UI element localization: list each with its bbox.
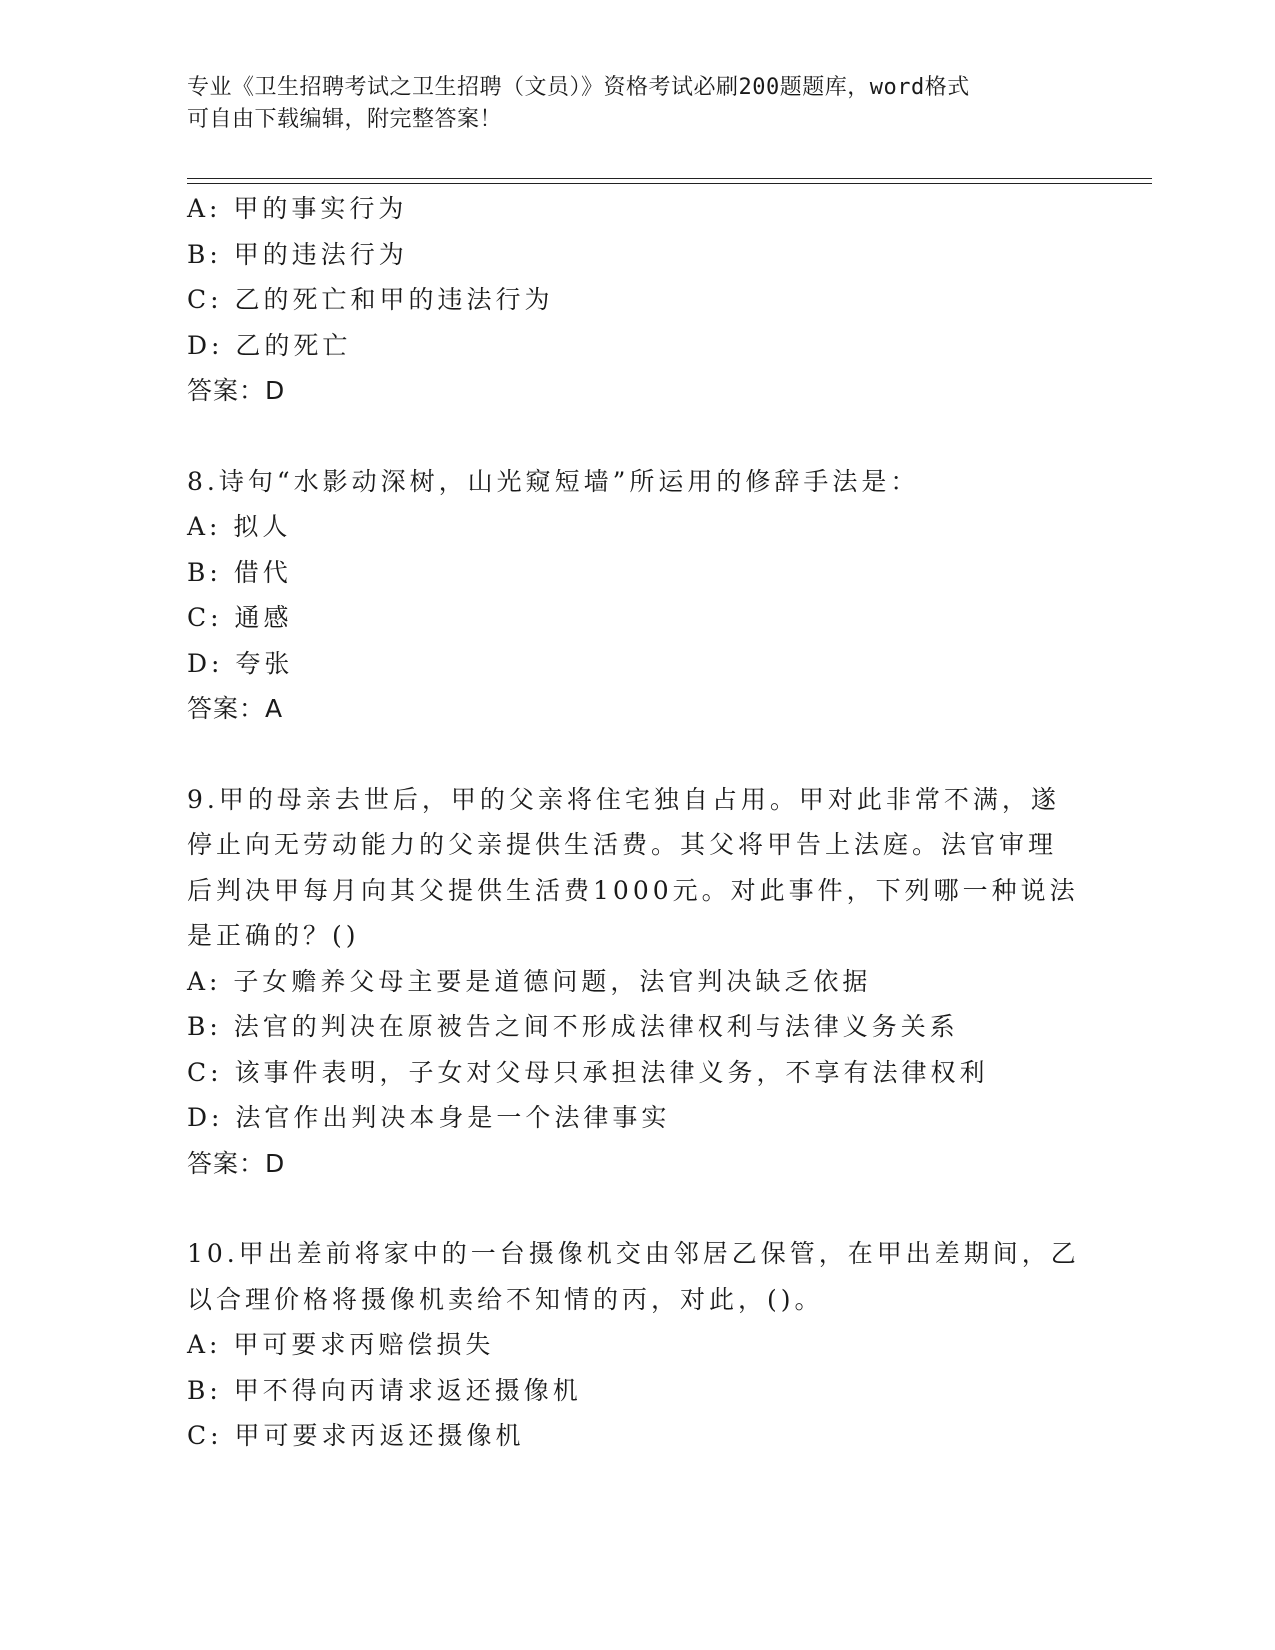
header-divider-top <box>187 178 1152 179</box>
q9-option-b: B: 法官的判决在原被告之间不形成法律权利与法律义务关系 <box>187 1012 959 1041</box>
q8-question: 8.诗句“水影动深树，山光窥短墙”所运用的修辞手法是： <box>187 466 920 496</box>
q7-option-b: B: 甲的违法行为 <box>187 239 408 269</box>
q8-option-b: B: 借代 <box>187 557 292 587</box>
spacer <box>187 732 1087 777</box>
question-content <box>187 186 1087 1459</box>
q10-question-line-1: 10.甲出差前将家中的一台摄像机交由邻居乙保管，在甲出差期间，乙 <box>187 1239 1080 1268</box>
spacer <box>187 1186 1087 1231</box>
header-line-1: 专业《卫生招聘考试之卫生招聘（文员）》资格考试必刷200题题库，word格式 <box>187 75 970 100</box>
q7-answer: 答案：D <box>187 376 286 405</box>
question-9 <box>187 777 1087 1187</box>
q10-option-c: C: 甲可要求丙返还摄像机 <box>187 1421 525 1450</box>
question-10 <box>187 1231 1087 1459</box>
q7-option-d: D: 乙的死亡 <box>187 330 352 360</box>
document-header <box>187 72 1087 136</box>
q7-option-c: C: 乙的死亡和甲的违法行为 <box>187 285 554 314</box>
q10-option-a: A: 甲可要求丙赔偿损失 <box>187 1330 495 1359</box>
q8-answer: 答案：A <box>187 694 284 723</box>
q10-option-b: B: 甲不得向丙请求返还摄像机 <box>187 1375 582 1405</box>
q8-option-a: A: 拟人 <box>187 512 292 541</box>
q9-option-c: C: 该事件表明，子女对父母只承担法律义务，不享有法律权利 <box>187 1057 989 1087</box>
q9-option-a: A: 子女赡养父母主要是道德问题，法官判决缺乏依据 <box>187 966 872 996</box>
q9-question-line-1: 9.甲的母亲去世后，甲的父亲将住宅独自占用。甲对此非常不满，遂 <box>187 784 1060 814</box>
spacer <box>187 414 1087 459</box>
q8-option-c: C: 通感 <box>187 603 293 632</box>
q10-question-line-2: 以合理价格将摄像机卖给不知情的丙，对此，()。 <box>187 1284 824 1314</box>
q9-question-line-2: 停止向无劳动能力的父亲提供生活费。其父将甲告上法庭。法官审理 <box>187 830 1058 859</box>
q7-option-a: A: 甲的事实行为 <box>187 194 408 223</box>
q9-question-line-4: 是正确的？() <box>187 921 360 950</box>
header-line-2: 可自由下载编辑，附完整答案！ <box>187 107 503 132</box>
question-7 <box>187 186 1087 414</box>
q9-question-line-3: 后判决甲每月向其父提供生活费1000元。对此事件，下列哪一种说法 <box>187 875 1079 905</box>
header-divider-bottom <box>187 183 1152 184</box>
q9-answer: 答案：D <box>187 1148 286 1178</box>
q9-option-d: D: 法官作出判决本身是一个法律事实 <box>187 1103 671 1132</box>
q8-option-d: D: 夸张 <box>187 648 294 678</box>
question-8 <box>187 459 1087 732</box>
